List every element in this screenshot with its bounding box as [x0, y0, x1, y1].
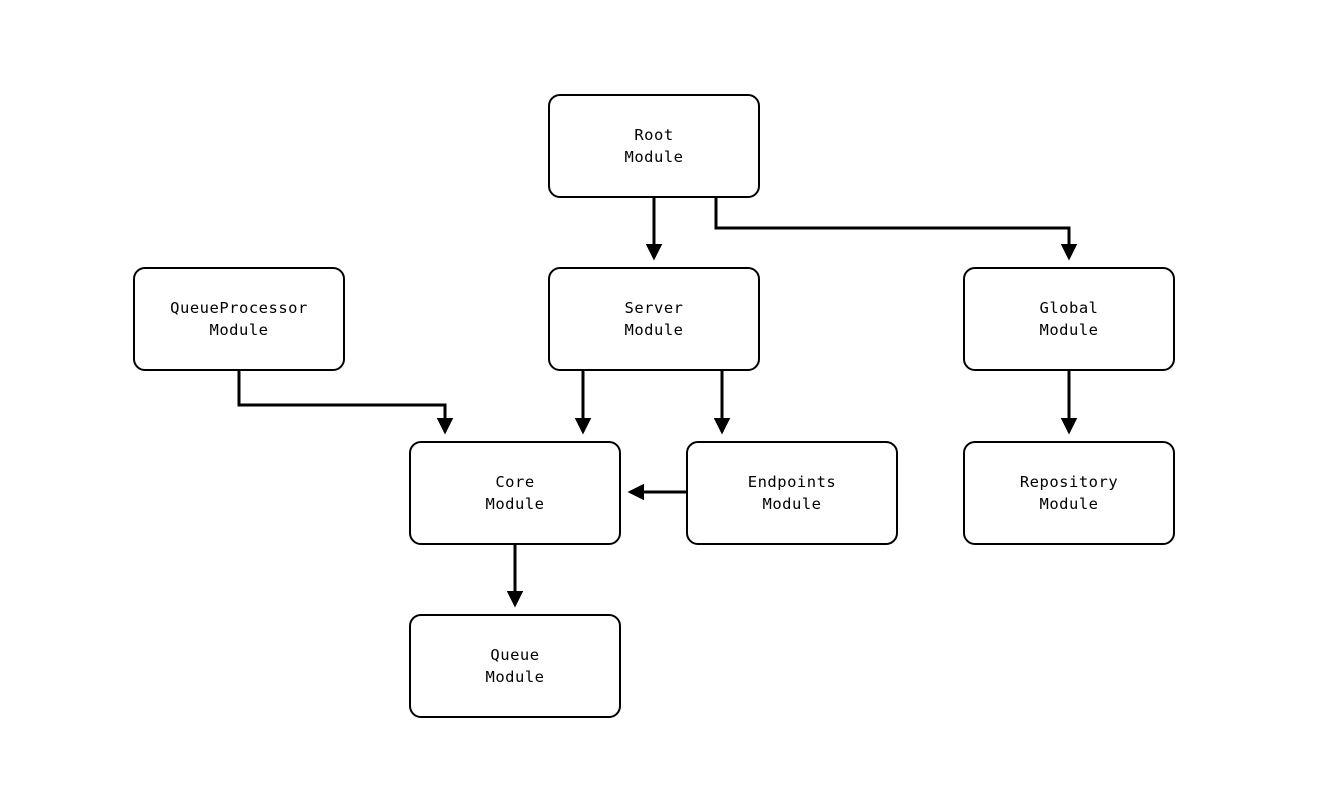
- node-label-line1: Queue: [490, 646, 540, 664]
- node-root-module[interactable]: [548, 94, 760, 198]
- node-global-module[interactable]: [963, 267, 1175, 371]
- node-label-line1: QueueProcessor: [170, 299, 308, 317]
- node-label-line2: Module: [624, 321, 684, 339]
- node-label-line1: Global: [1039, 299, 1099, 317]
- edge-queueprocessor-to-core: [239, 371, 445, 432]
- node-label-line2: Module: [485, 495, 545, 513]
- node-label-line1: Core: [495, 473, 535, 491]
- node-label-line1: Endpoints: [747, 473, 837, 491]
- node-label-line1: Repository: [1019, 473, 1119, 491]
- node-core-module[interactable]: [409, 441, 621, 545]
- node-label-line2: Module: [624, 148, 684, 166]
- node-label-line2: Module: [209, 321, 269, 339]
- node-label-line1: Root: [634, 126, 674, 144]
- node-endpoints-module[interactable]: [686, 441, 898, 545]
- node-repository-module[interactable]: [963, 441, 1175, 545]
- edge-root-to-global: [716, 198, 1069, 258]
- node-label-line2: Module: [1039, 321, 1099, 339]
- node-label-line1: Server: [624, 299, 684, 317]
- node-label-line2: Module: [485, 668, 545, 686]
- node-server-module[interactable]: [548, 267, 760, 371]
- node-label-line2: Module: [1039, 495, 1099, 513]
- node-label-line2: Module: [762, 495, 822, 513]
- node-queue-module[interactable]: [409, 614, 621, 718]
- node-queueprocessor-module[interactable]: [133, 267, 345, 371]
